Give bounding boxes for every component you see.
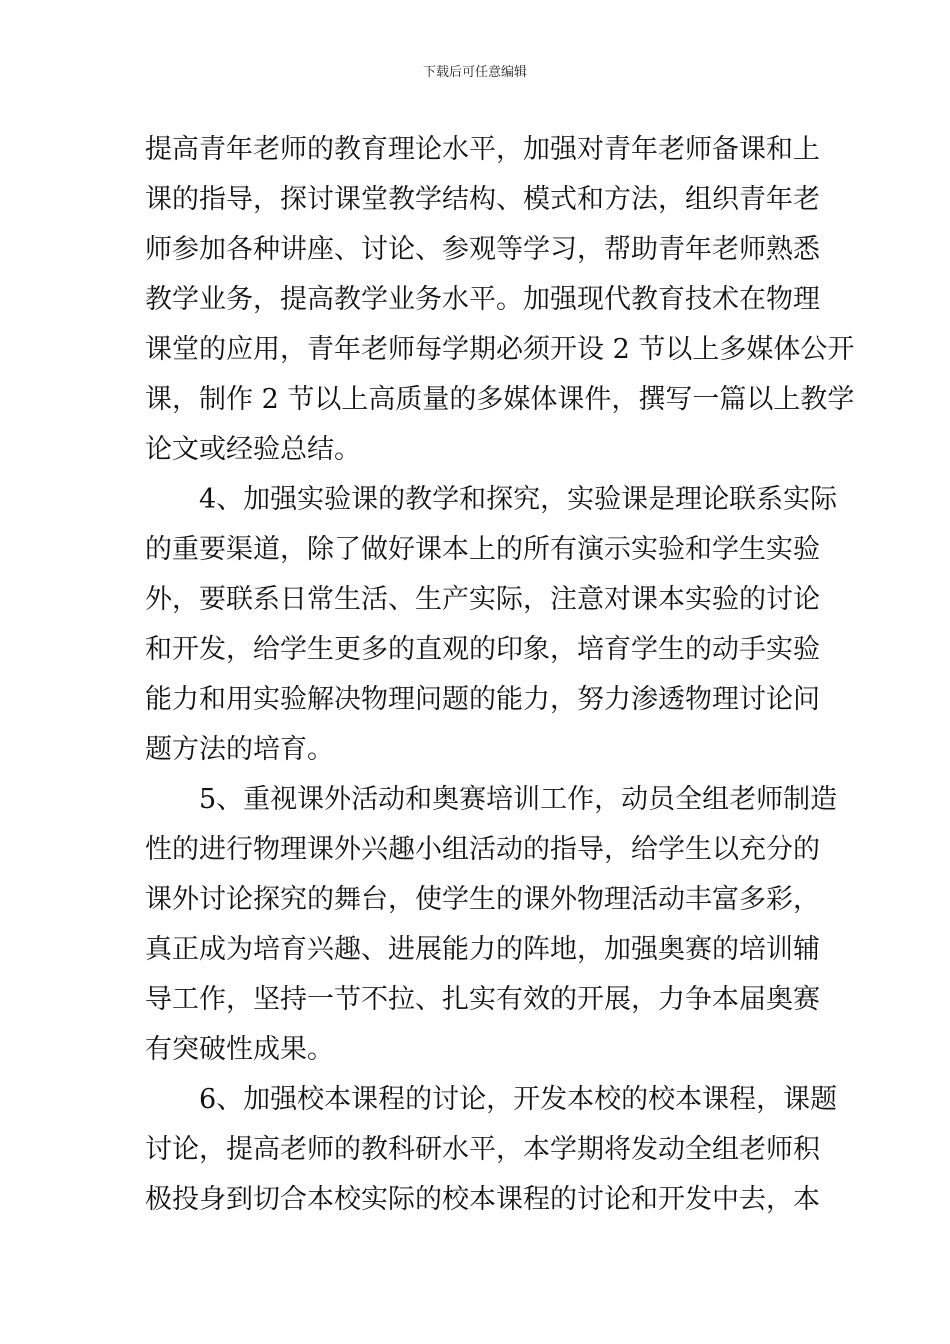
text-line: 极投身到切合本校实际的校本课程的讨论和开发中去，本 [145, 1184, 820, 1215]
paragraph-4-first-line: 4、加强实验课的教学和探究，实验课是理论联系实际 [199, 484, 838, 515]
text-line: 真正成为培育兴趣、进展能力的阵地，加强奥赛的培训辅 [145, 934, 820, 965]
text-line: 课，制作 2 节以上高质量的多媒体课件，撰写一篇以上教学 [145, 384, 855, 415]
text-line: 讨论，提高老师的教科研水平，本学期将发动全组老师积 [145, 1134, 820, 1165]
body-text [145, 125, 855, 1225]
text-line: 的重要渠道，除了做好课本上的所有演示实验和学生实验 [145, 534, 820, 565]
page-header: 下载后可任意编辑 [422, 65, 527, 80]
text-line: 外，要联系日常生活、生产实际，注意对课本实验的讨论 [145, 584, 820, 615]
paragraph-6-first-line: 6、加强校本课程的讨论，开发本校的校本课程，课题 [199, 1084, 838, 1115]
text-line: 课的指导，探讨课堂教学结构、模式和方法，组织青年老 [145, 184, 820, 215]
text-line: 题方法的培育。 [145, 734, 334, 765]
text-line: 师参加各种讲座、讨论、参观等学习，帮助青年老师熟悉 [145, 234, 820, 265]
paragraph-5-first-line: 5、重视课外活动和奥赛培训工作，动员全组老师制造 [199, 784, 838, 815]
text-line: 课外讨论探究的舞台，使学生的课外物理活动丰富多彩， [145, 884, 820, 915]
text-line: 性的进行物理课外兴趣小组活动的指导，给学生以充分的 [145, 834, 820, 865]
text-line: 提高青年老师的教育理论水平，加强对青年老师备课和上 [145, 134, 820, 165]
text-line: 和开发，给学生更多的直观的印象，培育学生的动手实验 [145, 634, 820, 665]
text-line: 有突破性成果。 [145, 1034, 334, 1065]
text-line: 能力和用实验解决物理问题的能力，努力渗透物理讨论问 [145, 684, 820, 715]
text-line: 课堂的应用，青年老师每学期必须开设 2 节以上多媒体公开 [145, 334, 855, 365]
text-line: 论文或经验总结。 [145, 434, 361, 465]
text-line: 导工作，坚持一节不拉、扎实有效的开展，力争本届奥赛 [145, 984, 820, 1015]
text-line: 教学业务，提高教学业务水平。加强现代教育技术在物理 [145, 284, 820, 315]
